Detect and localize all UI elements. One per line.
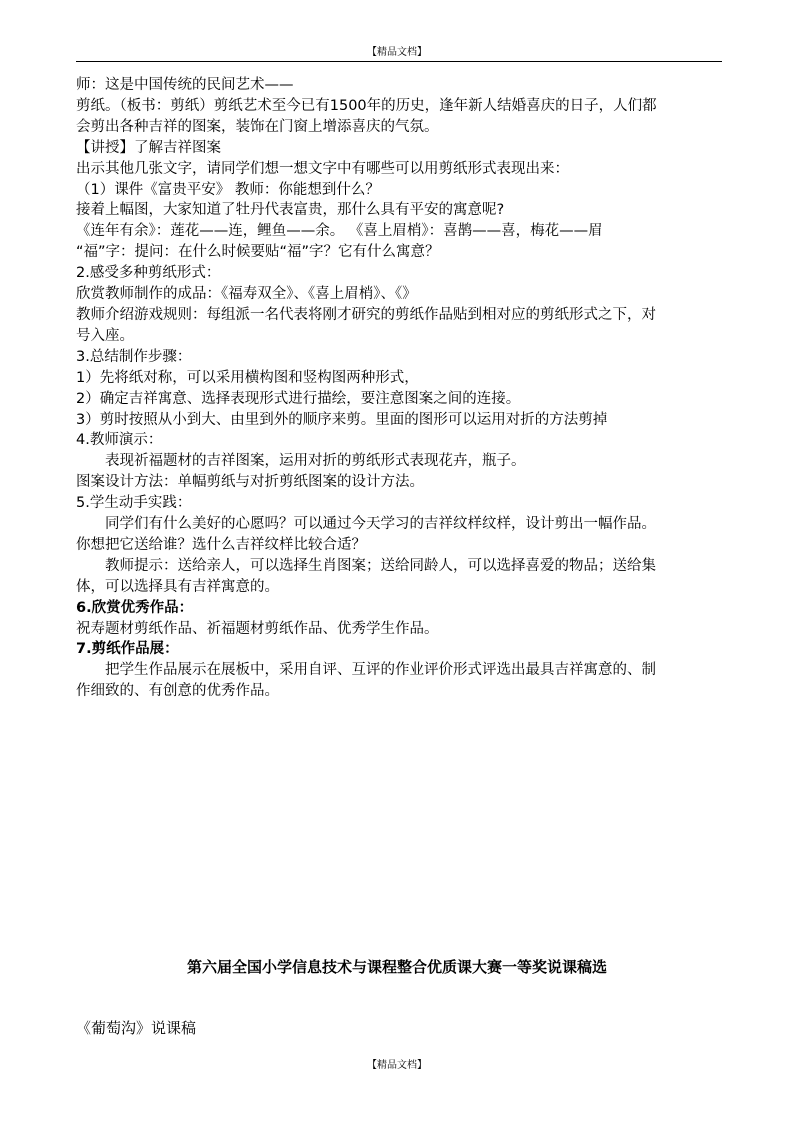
line-who-to-give: 你想把它送给谁？选什么吉祥纹样比较合适？ <box>76 536 366 553</box>
line-show-words: 出示其他几张文字，请同学们想一想文字中有哪些可以用剪纸形式表现出来： <box>76 160 569 177</box>
line-fu-character: “福”字：提问：在什么时候要贴“福”字？它有什么寓意？ <box>76 244 440 261</box>
contest-title: 第六届全国小学信息技术与课程整合优质课大赛一等奖说课稿选 <box>186 958 607 976</box>
line-teacher-intro: 师：这是中国传统的民间艺术—— <box>76 77 294 93</box>
line-teacher-tip: 教师提示：送给亲人，可以选择生肖图案；送给同龄人，可以选择喜爱的物品；送给集 <box>105 557 656 574</box>
body-text <box>76 75 724 702</box>
line-lecture-heading: 【讲授】了解吉祥图案 <box>76 139 221 156</box>
line-game-rules: 教师介绍游戏规则：每组派一名代表将刚才研究的剪纸作品贴到相对应的剪纸形式之下，对 <box>76 306 656 323</box>
section-3-heading: 3.总结制作步骤： <box>76 348 192 365</box>
step-3: 3）剪时按照从小到大、由里到外的顺序来剪。里面的图形可以运用对折的方法剪掉 <box>76 411 608 428</box>
footer-label: 【精品文档】 <box>367 1060 427 1071</box>
section-2-heading: 2.感受多种剪纸形式： <box>76 265 221 282</box>
line-exhibition: 把学生作品展示在展板中，采用自评、互评的作业评价形式评选出最具吉祥寓意的、制 <box>105 662 656 679</box>
line-game-rules-cont: 号入座。 <box>76 327 134 344</box>
section-6-heading: 6.欣赏优秀作品： <box>76 599 194 616</box>
line-excellent-works: 祝寿题材剪纸作品、祈福题材剪纸作品、优秀学生作品。 <box>76 620 439 637</box>
line-wishes-question: 同学们有什么美好的心愿吗？可以通过今天学习的吉祥纹样纹样，设计剪出一幅作品。 <box>105 516 656 533</box>
line-demo-description: 表现祈福题材的吉祥图案，运用对折的剪纸形式表现花卉，瓶子。 <box>105 453 526 470</box>
line-design-method: 图案设计方法：单幅剪纸与对折剪纸图案的设计方法。 <box>76 474 424 491</box>
line-appreciate-works: 欣赏教师制作的成品：《福寿双全》、《喜上眉梢》、《》 <box>76 286 417 303</box>
line-teacher-tip-cont: 体，可以选择具有吉祥寓意的。 <box>76 578 279 595</box>
manuscript-title: 《葡萄沟》说课稿 <box>76 1019 197 1037</box>
line-papercut-decoration: 会剪出各种吉祥的图案，装饰在门窗上增添喜庆的气氛。 <box>76 118 439 135</box>
section-4-heading: 4.教师演示： <box>76 432 163 449</box>
header-rule <box>76 61 722 62</box>
step-2: 2）确定吉祥寓意、选择表现形式进行描绘，要注意图案之间的连接。 <box>76 390 521 407</box>
line-papercut-history: 剪纸。（板书：剪纸）剪纸艺术至今已有1500年的历史，逢年新人结婚喜庆的日子，人们都 <box>76 97 657 114</box>
section-5-heading: 5.学生动手实践： <box>76 495 192 512</box>
line-peony-question: 接着上幅图，大家知道了牡丹代表富贵，那什么具有平安的寓意呢? <box>76 202 505 219</box>
step-1: 1）先将纸对称，可以采用横构图和竖构图两种形式， <box>76 369 419 386</box>
section-7-heading: 7.剪纸作品展： <box>76 641 179 658</box>
header-label: 【精品文档】 <box>367 47 427 58</box>
line-courseware-1: （1）课件《富贵平安》 教师：你能想到什么？ <box>76 181 380 198</box>
line-lotus-magpie: 《连年有余》：莲花——连，鲤鱼——余。 《喜上眉梢》：喜鹊——喜，梅花——眉 <box>76 223 603 240</box>
line-exhibition-cont: 作细致的、有创意的优秀作品。 <box>76 683 279 700</box>
